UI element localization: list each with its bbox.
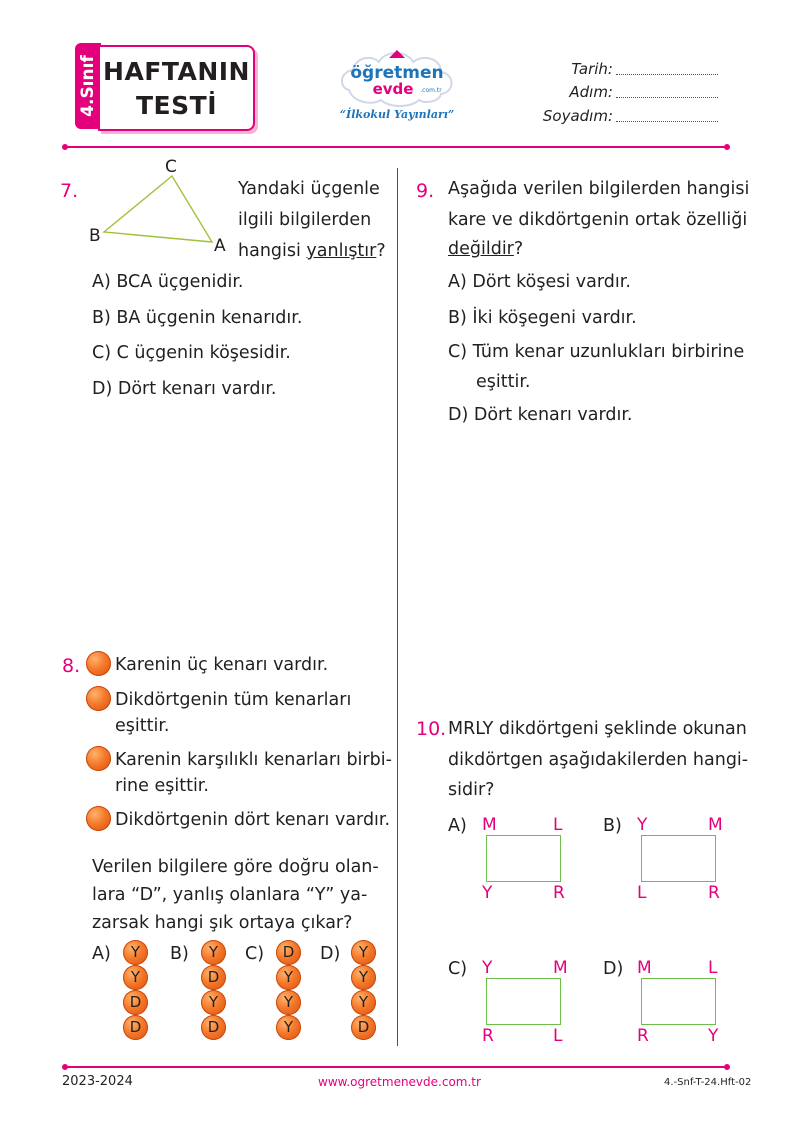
- answer-ball: D: [123, 990, 148, 1015]
- vertex-b: B: [89, 226, 101, 246]
- q8-statement-3-text: Karenin karşılıklı kenarları birbi-: [115, 750, 392, 770]
- q8-option-d-label: D): [320, 944, 341, 964]
- title-line-2: TESTİ: [136, 91, 217, 120]
- q10-option-b[interactable]: [603, 814, 743, 903]
- q7-stem-3-pre: hangisi: [238, 241, 307, 261]
- field-surname-label: Soyadım:: [542, 107, 613, 125]
- corner-tl: Y: [482, 958, 493, 978]
- column-divider: [397, 168, 398, 1046]
- q9-stem-2: kare ve dikdörtgenin ortak özelliği: [448, 210, 748, 230]
- corner-tl: Y: [637, 815, 648, 835]
- q7-stem-2: ilgili bilgilerden: [238, 210, 372, 230]
- answer-ball: Y: [351, 940, 376, 965]
- q8-option-d[interactable]: [320, 940, 390, 1040]
- field-name-input[interactable]: [616, 83, 718, 98]
- q7-stem-3: [238, 240, 386, 262]
- q10-option-d-label: D): [603, 959, 624, 979]
- answer-ball: Y: [276, 965, 301, 990]
- answer-ball: D: [201, 965, 226, 990]
- q10-option-a[interactable]: [448, 814, 588, 903]
- q10-stem-1: MRLY dikdörtgeni şeklinde okunan: [448, 719, 747, 739]
- q8-statement-4-text: Dikdörtgenin dört kenarı vardır.: [115, 810, 391, 830]
- bottom-divider: [66, 1066, 726, 1068]
- q10-option-d[interactable]: [603, 957, 743, 1046]
- bottom-divider-dot-right: [724, 1064, 730, 1070]
- q8-option-c[interactable]: [245, 940, 315, 1040]
- q8-option-b[interactable]: [170, 940, 240, 1040]
- q8-stem-2: lara “D”, yanlış olanlara “Y” ya-: [92, 885, 368, 905]
- bottom-divider-dot-left: [62, 1064, 68, 1070]
- q10-stem-2: dikdörtgen aşağıdakilerden hangi-: [448, 750, 749, 770]
- top-divider-dot-left: [62, 144, 68, 150]
- q9-option-b[interactable]: B) İki köşegeni vardır.: [448, 308, 637, 328]
- q7-option-c[interactable]: C) C üçgenin köşesidir.: [92, 343, 291, 363]
- answer-ball: Y: [351, 990, 376, 1015]
- corner-tr: L: [708, 958, 718, 978]
- q8-statement-1-text: Karenin üç kenarı vardır.: [115, 655, 329, 675]
- answer-ball: Y: [201, 990, 226, 1015]
- logo-slogan: “İlkokul Yayınları”: [339, 108, 455, 121]
- logo-top: öğretmen: [350, 63, 444, 83]
- publisher-logo: [335, 46, 460, 128]
- q9-option-a[interactable]: A) Dört köşesi vardır.: [448, 272, 631, 292]
- q9-stem-3-post: ?: [513, 239, 524, 259]
- corner-br: R: [708, 883, 720, 903]
- grade-label: 4.Sınıf: [78, 55, 98, 117]
- answer-ball: D: [351, 1015, 376, 1040]
- logo-domain: .com.tr: [420, 87, 442, 94]
- answer-ball: Y: [123, 965, 148, 990]
- q9-option-c[interactable]: C) Tüm kenar uzunlukları birbirine: [448, 342, 745, 362]
- top-divider: [66, 146, 726, 148]
- q7-number: 7.: [60, 180, 79, 202]
- q9-stem-3: [448, 238, 523, 260]
- title-line-1: HAFTANIN: [103, 57, 250, 86]
- q7-stem-1: Yandaki üçgenle: [238, 179, 380, 199]
- q9-stem-3-underlined: değildir: [448, 239, 514, 259]
- q9-option-c-cont: eşittir.: [476, 372, 531, 392]
- q7-stem-3-post: ?: [376, 241, 386, 261]
- vertex-c: C: [165, 157, 177, 177]
- q7-triangle: [88, 152, 238, 257]
- q8-statement-2-text: Dikdörtgenin tüm kenarları: [115, 690, 352, 710]
- corner-tr: M: [708, 815, 723, 835]
- q8-stem-1: Verilen bilgilere göre doğru olan-: [92, 857, 379, 877]
- q9-stem-1: Aşağıda verilen bilgilerden hangisi: [448, 179, 750, 199]
- q10-option-a-label: A): [448, 816, 467, 836]
- field-date-label: Tarih:: [571, 60, 613, 78]
- q8-option-c-label: C): [245, 944, 265, 964]
- answer-ball: Y: [123, 940, 148, 965]
- title-box: [98, 45, 255, 131]
- q7-option-a[interactable]: A) BCA üçgenidir.: [92, 272, 244, 292]
- answer-ball: D: [201, 1015, 226, 1040]
- q10-option-b-label: B): [603, 816, 622, 836]
- q7-option-b[interactable]: B) BA üçgenin kenarıdır.: [92, 308, 303, 328]
- corner-tr: L: [553, 815, 563, 835]
- top-divider-dot-right: [724, 144, 730, 150]
- orange-ball-icon: [86, 746, 111, 771]
- answer-ball: Y: [351, 965, 376, 990]
- rectangle-shape: [486, 978, 561, 1025]
- triangle-shape: [104, 176, 212, 242]
- answer-ball: Y: [276, 1015, 301, 1040]
- corner-bl: R: [637, 1026, 649, 1046]
- q9-option-d[interactable]: D) Dört kenarı vardır.: [448, 405, 633, 425]
- q8-option-a-label: A): [92, 944, 111, 964]
- footer-code: 4.-Snf-T-24.Hft-02: [664, 1077, 752, 1088]
- orange-ball-icon: [86, 686, 111, 711]
- q8-statement-3-cont: rine eşittir.: [115, 776, 209, 796]
- field-surname-input[interactable]: [616, 107, 718, 122]
- corner-bl: Y: [482, 883, 493, 903]
- corner-br: Y: [708, 1026, 719, 1046]
- corner-br: L: [553, 1026, 563, 1046]
- q8-stem-3: zarsak hangi şık ortaya çıkar?: [92, 913, 353, 933]
- footer-website[interactable]: www.ogretmenevde.com.tr: [318, 1075, 481, 1089]
- q10-option-c-label: C): [448, 959, 468, 979]
- q8-number: 8.: [62, 655, 81, 677]
- q9-number: 9.: [416, 180, 435, 202]
- vertex-a: A: [214, 236, 226, 256]
- corner-tr: M: [553, 958, 568, 978]
- q8-statement-2-cont: eşittir.: [115, 716, 170, 736]
- q10-number: 10.: [416, 718, 447, 740]
- q10-option-c[interactable]: [448, 957, 588, 1046]
- orange-ball-icon: [86, 651, 111, 676]
- field-name-label: Adım:: [569, 83, 613, 101]
- answer-ball: Y: [201, 940, 226, 965]
- rectangle-shape: [486, 835, 561, 882]
- corner-bl: L: [637, 883, 647, 903]
- answer-ball: D: [276, 940, 301, 965]
- footer-year: 2023-2024: [62, 1074, 133, 1089]
- q10-stem-3: sidir?: [448, 780, 495, 800]
- corner-tl: M: [637, 958, 652, 978]
- corner-bl: R: [482, 1026, 494, 1046]
- corner-br: R: [553, 883, 565, 903]
- q8-option-b-label: B): [170, 944, 189, 964]
- answer-ball: D: [123, 1015, 148, 1040]
- corner-tl: M: [482, 815, 497, 835]
- field-date-input[interactable]: [616, 60, 718, 75]
- q7-option-d[interactable]: D) Dört kenarı vardır.: [92, 379, 277, 399]
- logo-bottom: evde: [372, 80, 414, 98]
- rectangle-shape: [641, 978, 716, 1025]
- q7-stem-3-underlined: yanlıştır: [306, 241, 377, 261]
- answer-ball: Y: [276, 990, 301, 1015]
- rectangle-shape: [641, 835, 716, 882]
- orange-ball-icon: [86, 806, 111, 831]
